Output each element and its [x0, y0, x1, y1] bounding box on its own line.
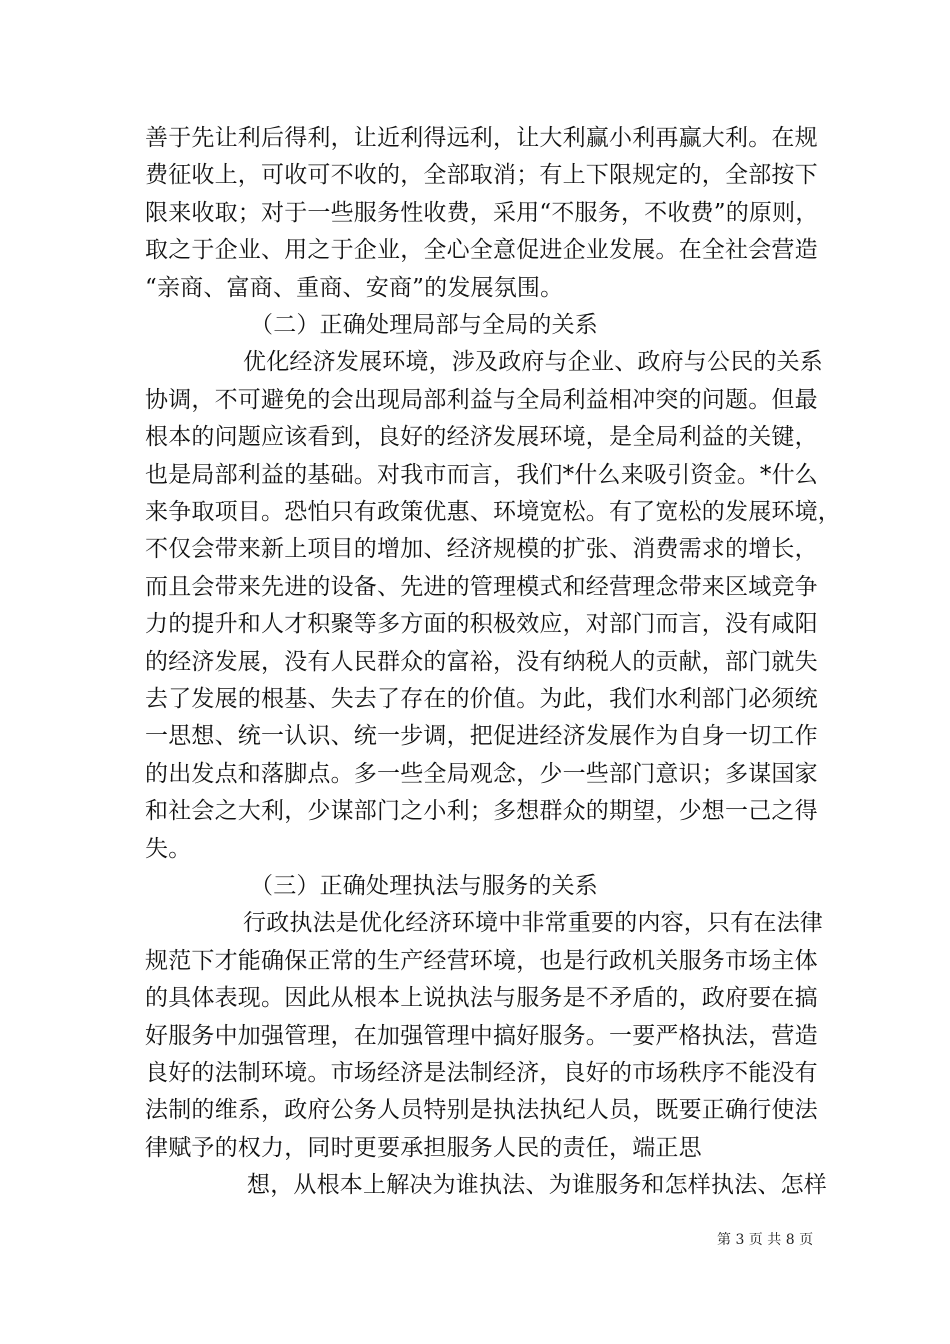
- text-line: 善于先让利后得利，让近利得远利，让大利赢小利再赢大利。在规: [145, 125, 818, 151]
- text-line: 而且会带来先进的设备、先进的管理模式和经营理念带来区域竞争: [145, 574, 818, 600]
- text-line: 想，从根本上解决为谁执法、为谁服务和怎样执法、怎样: [247, 1172, 827, 1198]
- text-line: 协调，不可避免的会出现局部利益与全局利益相冲突的问题。但最: [145, 387, 818, 413]
- text-line: 也是局部利益的基础。对我市而言，我们*什么来吸引资金。*什么: [145, 462, 818, 488]
- text-line: 的出发点和落脚点。多一些全局观念，少一些部门意识；多谋国家: [145, 761, 818, 787]
- section-heading: （二）正确处理局部与全局的关系: [250, 312, 598, 338]
- text-line: 失。: [145, 836, 192, 862]
- text-line: 取之于企业、用之于企业，全心全意促进企业发展。在全社会营造: [145, 237, 818, 263]
- text-line: 法制的维系，政府公务人员特别是执法执纪人员，既要正确行使法: [145, 1097, 818, 1123]
- text-line: 力的提升和人才积聚等多方面的积极效应，对部门而言，没有咸阳: [145, 611, 818, 637]
- page-number-footer: 第 3 页 共 8 页: [717, 1232, 814, 1248]
- text-line: 一思想、统一认识、统一步调，把促进经济发展作为自身一切工作: [145, 723, 818, 749]
- text-line: 的具体表现。因此从根本上说执法与服务是不矛盾的，政府要在搞: [145, 985, 818, 1011]
- text-line: 规范下才能确保正常的生产经营环境，也是行政机关服务市场主体: [145, 948, 818, 974]
- text-line: 来争取项目。恐怕只有政策优惠、环境宽松。有了宽松的发展环境，: [145, 499, 841, 525]
- text-line: 去了发展的根基、失去了存在的价值。为此，我们水利部门必须统: [145, 686, 818, 712]
- section-heading: （三）正确处理执法与服务的关系: [250, 873, 598, 899]
- paragraph-first-line: 行政执法是优化经济环境中非常重要的内容，只有在法律: [243, 910, 823, 936]
- text-line: 和社会之大利，少谋部门之小利；多想群众的期望，少想一己之得: [145, 798, 818, 824]
- text-line: 不仅会带来新上项目的增加、经济规模的扩张、消费需求的增长，: [145, 536, 818, 562]
- text-line: “亲商、富商、重商、安商”的发展氛围。: [145, 275, 564, 301]
- text-line: 根本的问题应该看到，良好的经济发展环境，是全局利益的关键，: [145, 424, 818, 450]
- paragraph-first-line: 优化经济发展环境，涉及政府与企业、政府与公民的关系: [243, 349, 823, 375]
- text-line: 费征收上，可收可不收的，全部取消；有上下限规定的，全部按下: [145, 162, 818, 188]
- text-line: 律赋予的权力，同时更要承担服务人民的责任，端正思: [145, 1135, 702, 1161]
- text-line: 良好的法制环境。市场经济是法制经济，良好的市场秩序不能没有: [145, 1060, 818, 1086]
- text-line: 好服务中加强管理，在加强管理中搞好服务。一要严格执法，营造: [145, 1023, 818, 1049]
- text-line: 的经济发展，没有人民群众的富裕，没有纳税人的贡献，部门就失: [145, 649, 818, 675]
- text-line: 限来收取；对于一些服务性收费，采用“不服务，不收费”的原则，: [145, 200, 819, 226]
